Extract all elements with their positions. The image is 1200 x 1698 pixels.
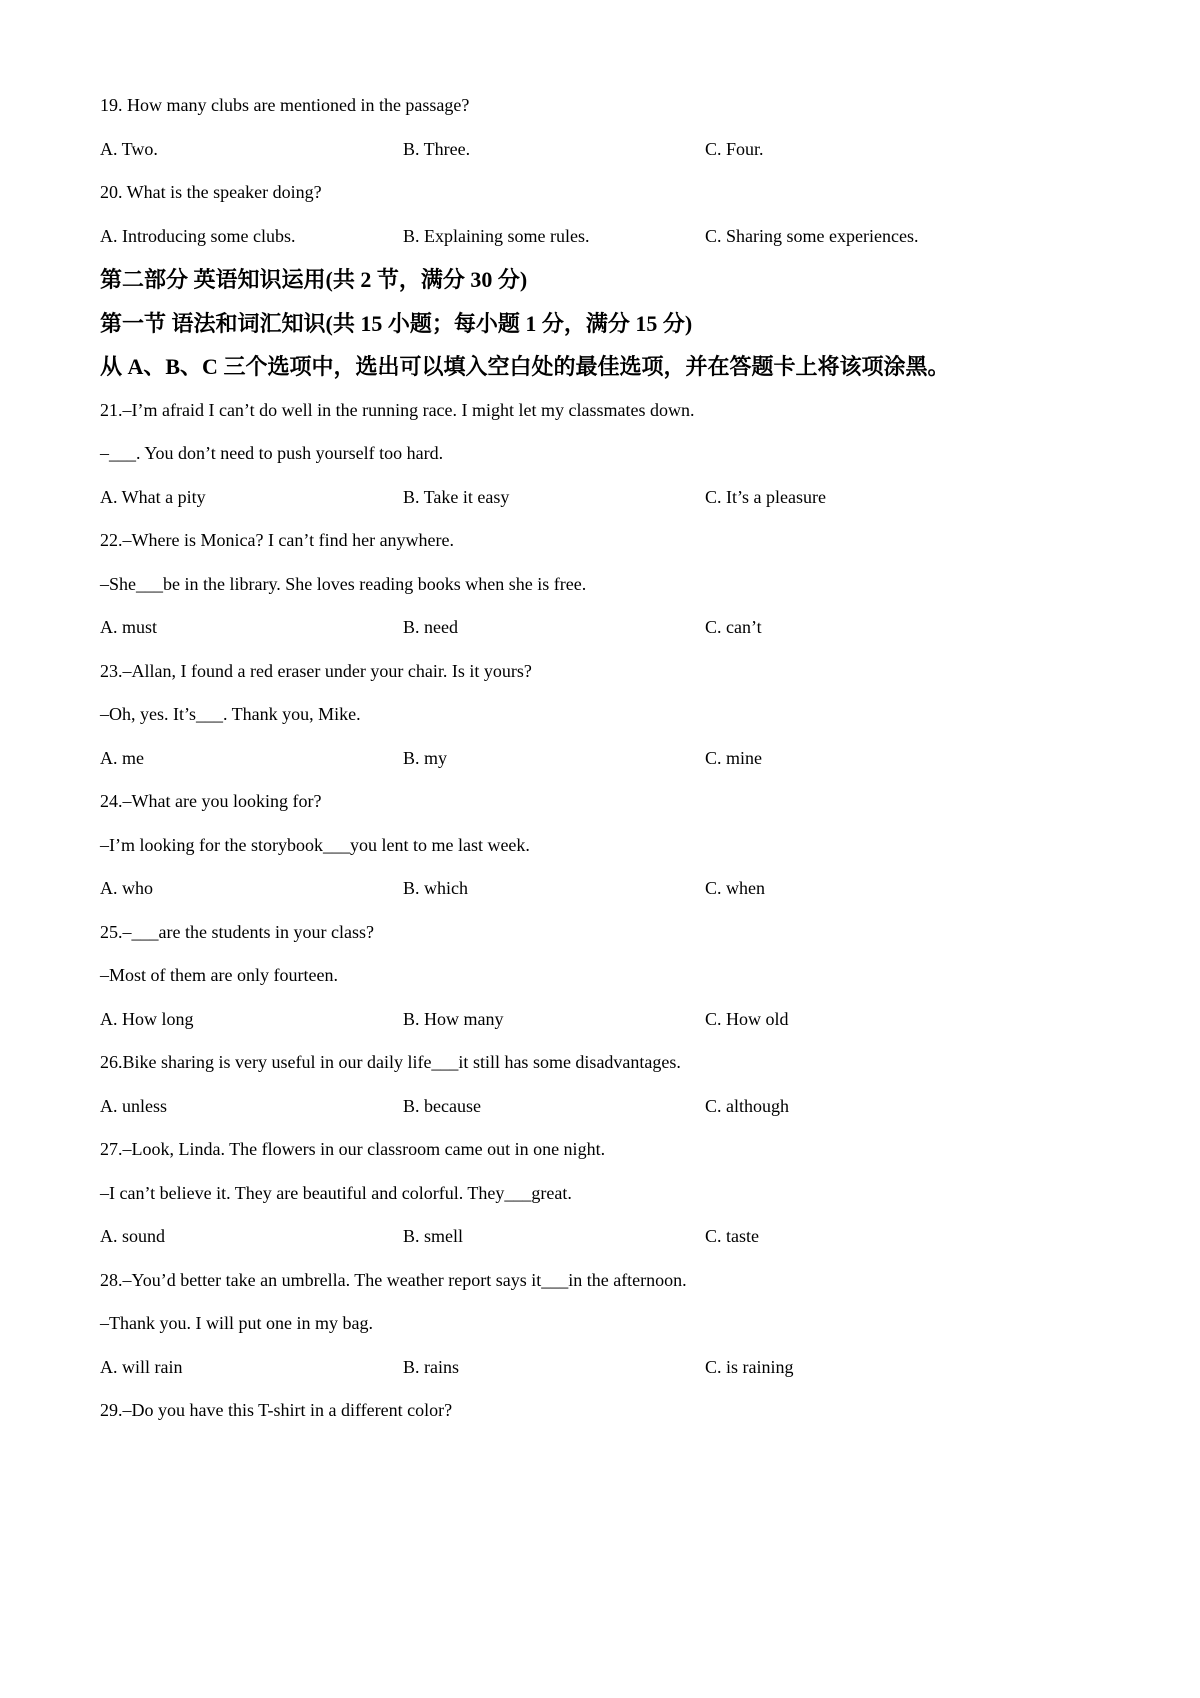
answer-line: –I’m looking for the storybook___you lent to me last week. [100,834,530,855]
section-heading-section1: 第一节 语法和词汇知识(共 15 小题；每小题 1 分，满分 15 分) [100,310,693,336]
option-c: C. It’s a pleasure [705,486,826,507]
answer-line: –Thank you. I will put one in my bag. [100,1313,373,1333]
option-a: A. Two. [100,138,158,159]
option-b: B. Three. [403,138,471,159]
option-b: B. smell [403,1226,464,1246]
option-a: A. How long [100,1008,194,1029]
answer-line: –___. You don’t need to push yourself too hard. [100,443,444,463]
question-block [100,1041,1112,1128]
options-row [100,128,1112,172]
section-heading-part2: 第二部分 英语知识运用(共 2 节，满分 30 分) [100,267,528,292]
option-c: C. can’t [705,617,762,637]
option-a: A. sound [100,1226,166,1246]
options-row [100,1346,1112,1390]
option-b: B. How many [403,1008,504,1029]
question-line: 19. How many clubs are mentioned in the passage? [100,95,470,115]
options-row [100,476,1112,520]
question-line: 29.–Do you have this T-shirt in a different color? [100,1400,453,1420]
option-a: A. me [100,747,144,768]
option-b: B. my [403,747,448,768]
question-block [100,519,1112,650]
option-c: C. Sharing some experiences. [705,225,919,246]
option-c: C. taste [705,1226,759,1246]
option-a: A. who [100,878,153,898]
question-line: 27.–Look, Linda. The flowers in our classroom came out in one night. [100,1139,606,1159]
option-b: B. need [403,617,458,637]
option-c: C. when [705,878,765,898]
options-row [100,215,1112,259]
question-block [100,171,1112,258]
option-a: A. What a pity [100,486,206,507]
answer-line: –I can’t believe it. They are beautiful and colorful. They___great. [100,1182,572,1203]
question-line: 21.–I’m afraid I can’t do well in the running race. I might let my classmates down. [100,399,695,420]
option-a: A. will rain [100,1356,183,1377]
answer-line: –She___be in the library. She loves reading books when she is free. [100,573,587,594]
question-block [100,1128,1112,1259]
option-b: B. Take it easy [403,486,510,507]
exam-content [100,84,1112,1433]
options-row [100,1085,1112,1129]
question-line: 22.–Where is Monica? I can’t find her anywhere. [100,530,455,550]
question-block [100,780,1112,911]
question-block [100,650,1112,781]
option-a: A. must [100,617,158,637]
option-b: B. because [403,1095,481,1116]
question-block [100,389,1112,520]
question-line: 28.–You’d better take an umbrella. The weather report says it___in the afternoon. [100,1269,687,1290]
question-block [100,911,1112,1042]
options-row [100,606,1112,650]
question-line: 26.Bike sharing is very useful in our daily life___it still has some disadvantages. [100,1052,681,1072]
question-line: 20. What is the speaker doing? [100,182,322,202]
option-b: B. Explaining some rules. [403,225,590,246]
answer-line: –Oh, yes. It’s___. Thank you, Mike. [100,704,361,724]
option-c: C. How old [705,1008,789,1029]
answer-line: –Most of them are only fourteen. [100,965,338,985]
options-row [100,737,1112,781]
option-b: B. rains [403,1356,459,1377]
option-a: A. Introducing some clubs. [100,225,296,246]
question-block [100,1259,1112,1390]
options-row [100,1215,1112,1259]
question-block [100,1389,1112,1433]
question-line: 24.–What are you looking for? [100,791,322,811]
option-a: A. unless [100,1095,167,1116]
options-row [100,998,1112,1042]
option-c: C. is raining [705,1356,794,1377]
question-line: 25.–___are the students in your class? [100,921,374,942]
options-row [100,867,1112,911]
question-block [100,84,1112,171]
option-c: C. Four. [705,138,764,159]
option-c: C. although [705,1095,789,1116]
option-c: C. mine [705,747,762,768]
question-line: 23.–Allan, I found a red eraser under your chair. Is it yours? [100,660,532,681]
section-instructions: 从 A、B、C 三个选项中，选出可以填入空白处的最佳选项，并在答题卡上将该项涂黑。 [100,354,950,379]
option-b: B. which [403,878,468,898]
